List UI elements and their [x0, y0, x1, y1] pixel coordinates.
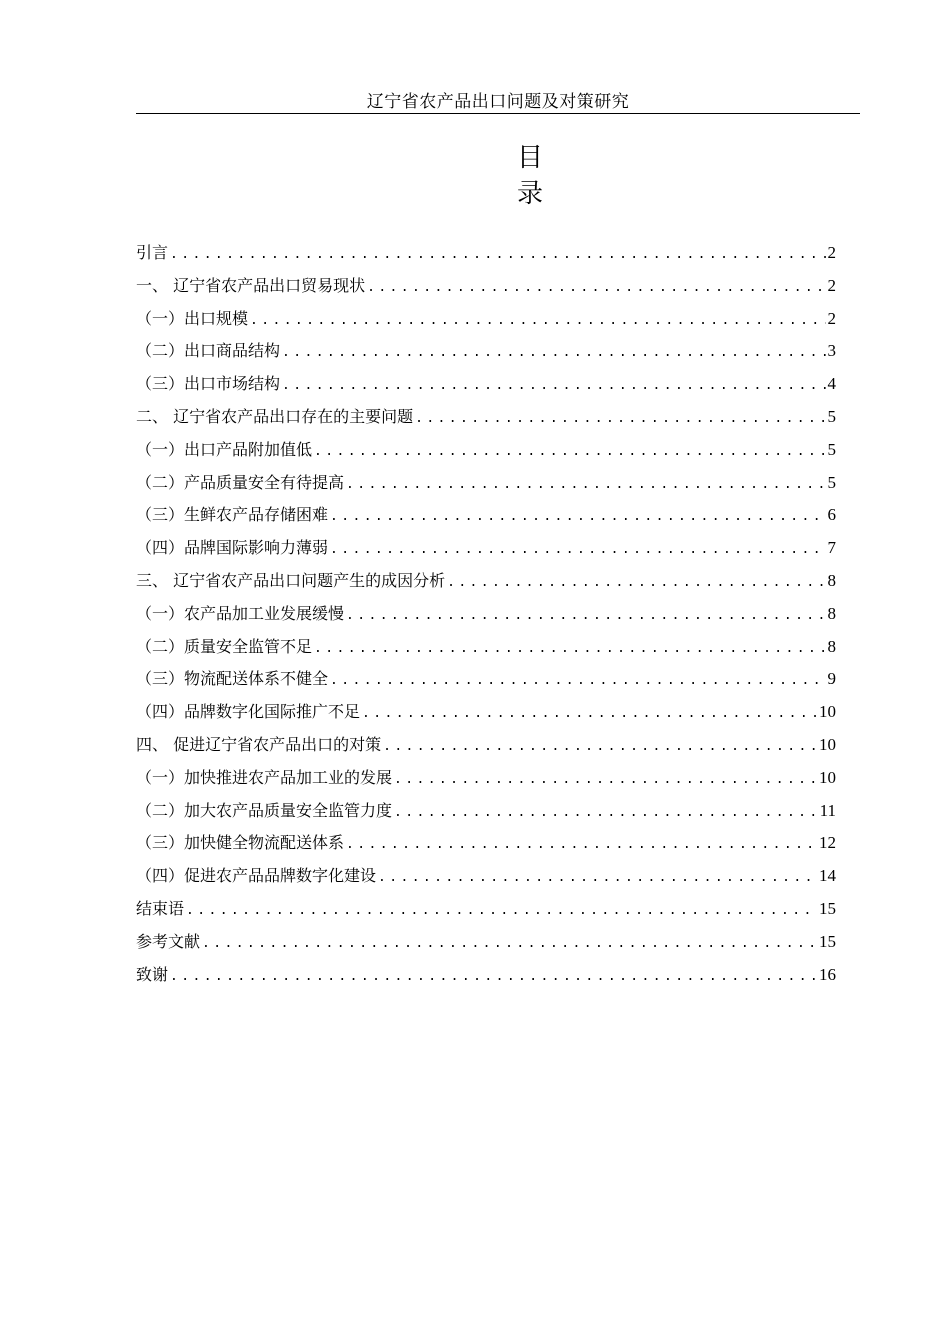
- toc-entry-page-number: 3: [827, 341, 836, 361]
- toc-dot-leader: [250, 305, 825, 338]
- toc-dot-leader: [330, 665, 825, 698]
- toc-dot-leader: [362, 698, 817, 731]
- toc-entry-page-number: 8: [827, 636, 836, 656]
- toc-entry-label: 结束语: [136, 898, 185, 918]
- toc-entry-page-number: 16: [819, 964, 836, 984]
- toc-entry-label: （二）产品质量安全有待提高: [136, 472, 345, 492]
- toc-entry-label: 致谢: [136, 964, 169, 984]
- toc-entry[interactable]: [136, 303, 836, 336]
- toc-entry-page-number: 14: [819, 866, 836, 886]
- toc-entry-label: （二）出口商品结构: [136, 341, 281, 361]
- toc-entry[interactable]: [136, 467, 836, 500]
- toc-entry[interactable]: [136, 565, 836, 598]
- toc-entry[interactable]: [136, 270, 836, 303]
- toc-entry[interactable]: [136, 368, 836, 401]
- header-rule: [136, 113, 860, 114]
- toc-entry-page-number: 12: [819, 833, 836, 853]
- toc-entry-page-number: 15: [819, 931, 836, 951]
- toc-entry[interactable]: [136, 926, 836, 959]
- toc-dot-leader: [170, 961, 817, 994]
- toc-entry-label: 一、 辽宁省农产品出口贸易现状: [136, 275, 366, 295]
- toc-entry[interactable]: [136, 532, 836, 565]
- toc-entry-label: （三）生鲜农产品存储困难: [136, 505, 329, 525]
- toc-entry[interactable]: [136, 499, 836, 532]
- toc-entry[interactable]: [136, 762, 836, 795]
- toc-dot-leader: [330, 534, 825, 567]
- toc-entry-page-number: 10: [819, 702, 836, 722]
- toc-entry-page-number: 5: [827, 472, 836, 492]
- toc-entry-label: （二）加大农产品质量安全监管力度: [136, 800, 393, 820]
- toc-entry-page-number: 2: [827, 275, 836, 295]
- toc-entry-label: （一）加快推进农产品加工业的发展: [136, 767, 393, 787]
- toc-entry-page-number: 11: [819, 800, 836, 820]
- toc-entry[interactable]: [136, 860, 836, 893]
- toc-entry-label: 参考文献: [136, 931, 201, 951]
- toc-entry[interactable]: [136, 401, 836, 434]
- toc-dot-leader: [186, 895, 817, 928]
- toc-entry-page-number: 5: [827, 406, 836, 426]
- toc-entry-label: 二、 辽宁省农产品出口存在的主要问题: [136, 406, 414, 426]
- toc-entry-page-number: 10: [819, 767, 836, 787]
- toc-entry-label: 四、 促进辽宁省农产品出口的对策: [136, 734, 382, 754]
- toc-entry-page-number: 9: [827, 669, 836, 689]
- toc-entry-page-number: 6: [827, 505, 836, 525]
- toc-entry-label: （一）出口规模: [136, 308, 249, 328]
- toc-entry[interactable]: [136, 663, 836, 696]
- toc-list: [136, 237, 836, 991]
- toc-entry-page-number: 15: [819, 898, 836, 918]
- toc-dot-leader: [415, 403, 825, 436]
- toc-entry-label: （四）品牌国际影响力薄弱: [136, 538, 329, 558]
- toc-entry-page-number: 8: [827, 570, 836, 590]
- toc-entry-label: （一）出口产品附加值低: [136, 439, 313, 459]
- toc-dot-leader: [314, 633, 825, 666]
- toc-entry-label: （四）促进农产品品牌数字化建设: [136, 866, 377, 886]
- toc-dot-leader: [346, 829, 817, 862]
- toc-entry[interactable]: [136, 335, 836, 368]
- toc-entry-label: 引言: [136, 243, 169, 262]
- toc-entry[interactable]: [136, 729, 836, 762]
- toc-dot-leader: [394, 797, 818, 830]
- toc-dot-leader: [282, 337, 825, 370]
- toc-dot-leader: [394, 764, 817, 797]
- toc-entry-page-number: 7: [827, 538, 836, 558]
- toc-entry[interactable]: [136, 598, 836, 631]
- toc-entry-page-number: 10: [819, 734, 836, 754]
- toc-entry[interactable]: [136, 893, 836, 926]
- toc-entry-label: （四）品牌数字化国际推广不足: [136, 702, 361, 722]
- toc-entry-label: （一）农产品加工业发展缓慢: [136, 603, 345, 623]
- toc-entry-label: （三）出口市场结构: [136, 374, 281, 394]
- running-header: 辽宁省农产品出口问题及对策研究: [366, 92, 630, 112]
- toc-dot-leader: [447, 567, 825, 600]
- toc-entry[interactable]: [136, 237, 836, 270]
- toc-entry[interactable]: [136, 434, 836, 467]
- toc-entry[interactable]: [136, 827, 836, 860]
- toc-dot-leader: [367, 272, 825, 305]
- toc-entry-label: 三、 辽宁省农产品出口问题产生的成因分析: [136, 570, 446, 590]
- toc-entry-label: （三）加快健全物流配送体系: [136, 833, 345, 853]
- toc-entry[interactable]: [136, 631, 836, 664]
- toc-entry-page-number: 5: [827, 439, 836, 459]
- toc-dot-leader: [346, 469, 825, 502]
- toc-dot-leader: [202, 928, 817, 961]
- toc-entry[interactable]: [136, 696, 836, 729]
- toc-entry-page-number: 2: [827, 308, 836, 328]
- toc-dot-leader: [378, 862, 817, 895]
- toc-entry-label: （二）质量安全监管不足: [136, 636, 313, 656]
- toc-entry-page-number: 2: [827, 243, 836, 262]
- toc-entry[interactable]: [136, 795, 836, 828]
- toc-dot-leader: [383, 731, 817, 764]
- toc-dot-leader: [314, 436, 825, 469]
- toc-dot-leader: [330, 501, 825, 534]
- toc-title: 目 录: [516, 143, 593, 209]
- toc-dot-leader: [170, 239, 825, 272]
- toc-dot-leader: [346, 600, 825, 633]
- toc-entry-page-number: 8: [827, 603, 836, 623]
- toc-entry-page-number: 4: [827, 374, 836, 394]
- toc-entry-label: （三）物流配送体系不健全: [136, 669, 329, 689]
- toc-entry[interactable]: [136, 959, 836, 992]
- toc-dot-leader: [282, 370, 825, 403]
